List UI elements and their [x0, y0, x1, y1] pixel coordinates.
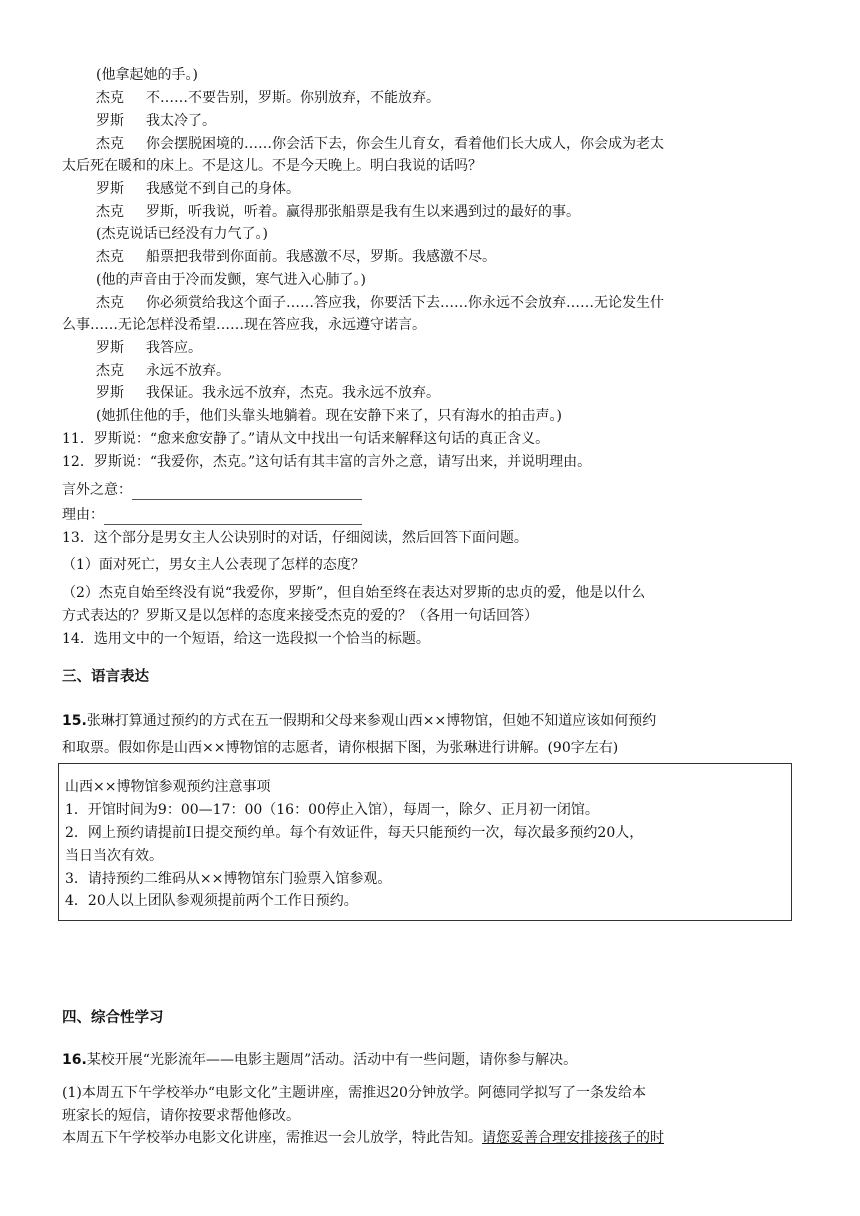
- question-13-2: （2）杰克自始至终没有说“我爱你，罗斯”，但自始至终在表达对罗斯的忠贞的爱，他是以什么: [62, 585, 646, 601]
- dialogue-line: 罗斯 我感觉不到自己的身体。: [96, 181, 300, 197]
- stage-direction: (他拿起她的手。): [96, 67, 198, 83]
- dialogue-line: 杰克 永远不放弃。: [96, 363, 230, 379]
- question-14: 14．选用文中的一个短语，给这一选段拟一个恰当的标题。: [62, 631, 430, 647]
- section-heading-3: 三、语言表达: [62, 669, 149, 685]
- question-16-1: (1)本周五下午学校举办“电影文化”主题讲座，需推迟20分钟放学。阿德同学拟写了一条发给本: [62, 1085, 646, 1101]
- dialogue-line-cont: 么事……无论怎样没希望……现在答应我，永远遵守诺言。: [62, 317, 426, 333]
- question-13: 13．这个部分是男女主人公诀别时的对话，仔细阅读，然后回答下面问题。: [62, 530, 528, 546]
- question-13-1: （1）面对死亡，男女主人公表现了怎样的态度？: [62, 557, 365, 573]
- answer-blank[interactable]: [104, 510, 362, 525]
- dialogue-line-cont: 太后死在暖和的床上。不是这儿。不是今天晚上。明白我说的话吗？: [62, 158, 482, 174]
- dialogue-line: 杰克 你会摆脱困境的……你会活下去，你会生儿育女，看着他们长大成人，你会成为老太: [96, 136, 664, 152]
- question-16-1-cont: 班家长的短信，请你按要求帮他修改。: [62, 1108, 300, 1124]
- question-12: 12．罗斯说：“我爱你，杰克。”这句话有其丰富的言外之意，请写出来，并说明理由。: [62, 454, 592, 470]
- stage-direction: (她抓住他的手，他们头靠头地躺着。现在安静下来了，只有海水的拍击声。): [96, 408, 562, 424]
- dialogue-line: 罗斯 我太冷了。: [96, 113, 216, 129]
- notice-item: 4．20人以上团队参观须提前两个工作日预约。: [65, 893, 358, 909]
- notice-item: 2．网上预约请提前Ⅰ日提交预约单。每个有效证件，每天只能预约一次，每次最多预约20人，: [65, 825, 644, 841]
- question-15-cont: 和取票。假如你是山西××博物馆的志愿者，请你根据下图，为张琳进行讲解。(90字左右): [62, 740, 619, 756]
- question-11: 11．罗斯说：“愈来愈安静了。”请从文中找出一句话来解释这句话的真正含义。: [62, 431, 550, 447]
- answer-line-implication: 言外之意：: [62, 480, 362, 500]
- dialogue-line: 杰克 不……不要告别，罗斯。你别放弃，不能放弃。: [96, 90, 440, 106]
- dialogue-line: 罗斯 我答应。: [96, 340, 202, 356]
- section-heading-4: 四、综合性学习: [62, 1010, 164, 1026]
- notice-item-cont: 当日当次有效。: [65, 848, 163, 864]
- question-15: 15.张琳打算通过预约的方式在五一假期和父母来参观山西××博物馆，但她不知道应该如何预约: [62, 713, 657, 729]
- question-13-2-cont: 方式表达的？罗斯又是以怎样的态度来接受杰克的爱的？（各用一句话回答）: [62, 608, 538, 624]
- sms-underlined-text: 请您妥善合理安排接孩子的时: [482, 1130, 664, 1146]
- question-16: 16.某校开展“光影流年——电影主题周”活动。活动中有一些问题，请你参与解决。: [62, 1052, 578, 1068]
- dialogue-line: 杰克 船票把我带到你面前。我感激不尽，罗斯。我感激不尽。: [96, 249, 496, 265]
- stage-direction: (杰克说话已经没有力气了。): [96, 226, 268, 242]
- notice-item: 1．开馆时间为9：00—17：00（16：00停止入馆），每周一，除夕、正月初一闭馆。: [65, 802, 599, 818]
- answer-line-reason: 理由：: [62, 505, 362, 525]
- dialogue-line: 罗斯 我保证。我永远不放弃，杰克。我永远不放弃。: [96, 385, 440, 401]
- answer-blank[interactable]: [132, 485, 362, 500]
- dialogue-line: 杰克 罗斯，听我说，听着。赢得那张船票是我有生以来遇到过的最好的事。: [96, 204, 580, 220]
- sms-text: 本周五下午学校举办电影文化讲座，需推迟一会儿放学，特此告知。请您妥善合理安排接孩子的时: [62, 1130, 664, 1146]
- notice-item: 3．请持预约二维码从××博物馆东门验票入馆参观。: [65, 871, 392, 887]
- dialogue-line: 杰克 你必须赏给我这个面子……答应我，你要活下去……你永远不会放弃……无论发生什: [96, 295, 664, 311]
- notice-box: [58, 763, 792, 921]
- notice-title: 山西××博物馆参观预约注意事项: [65, 779, 271, 795]
- stage-direction: (他的声音由于冷而发颤，寒气进入心肺了。): [96, 272, 366, 288]
